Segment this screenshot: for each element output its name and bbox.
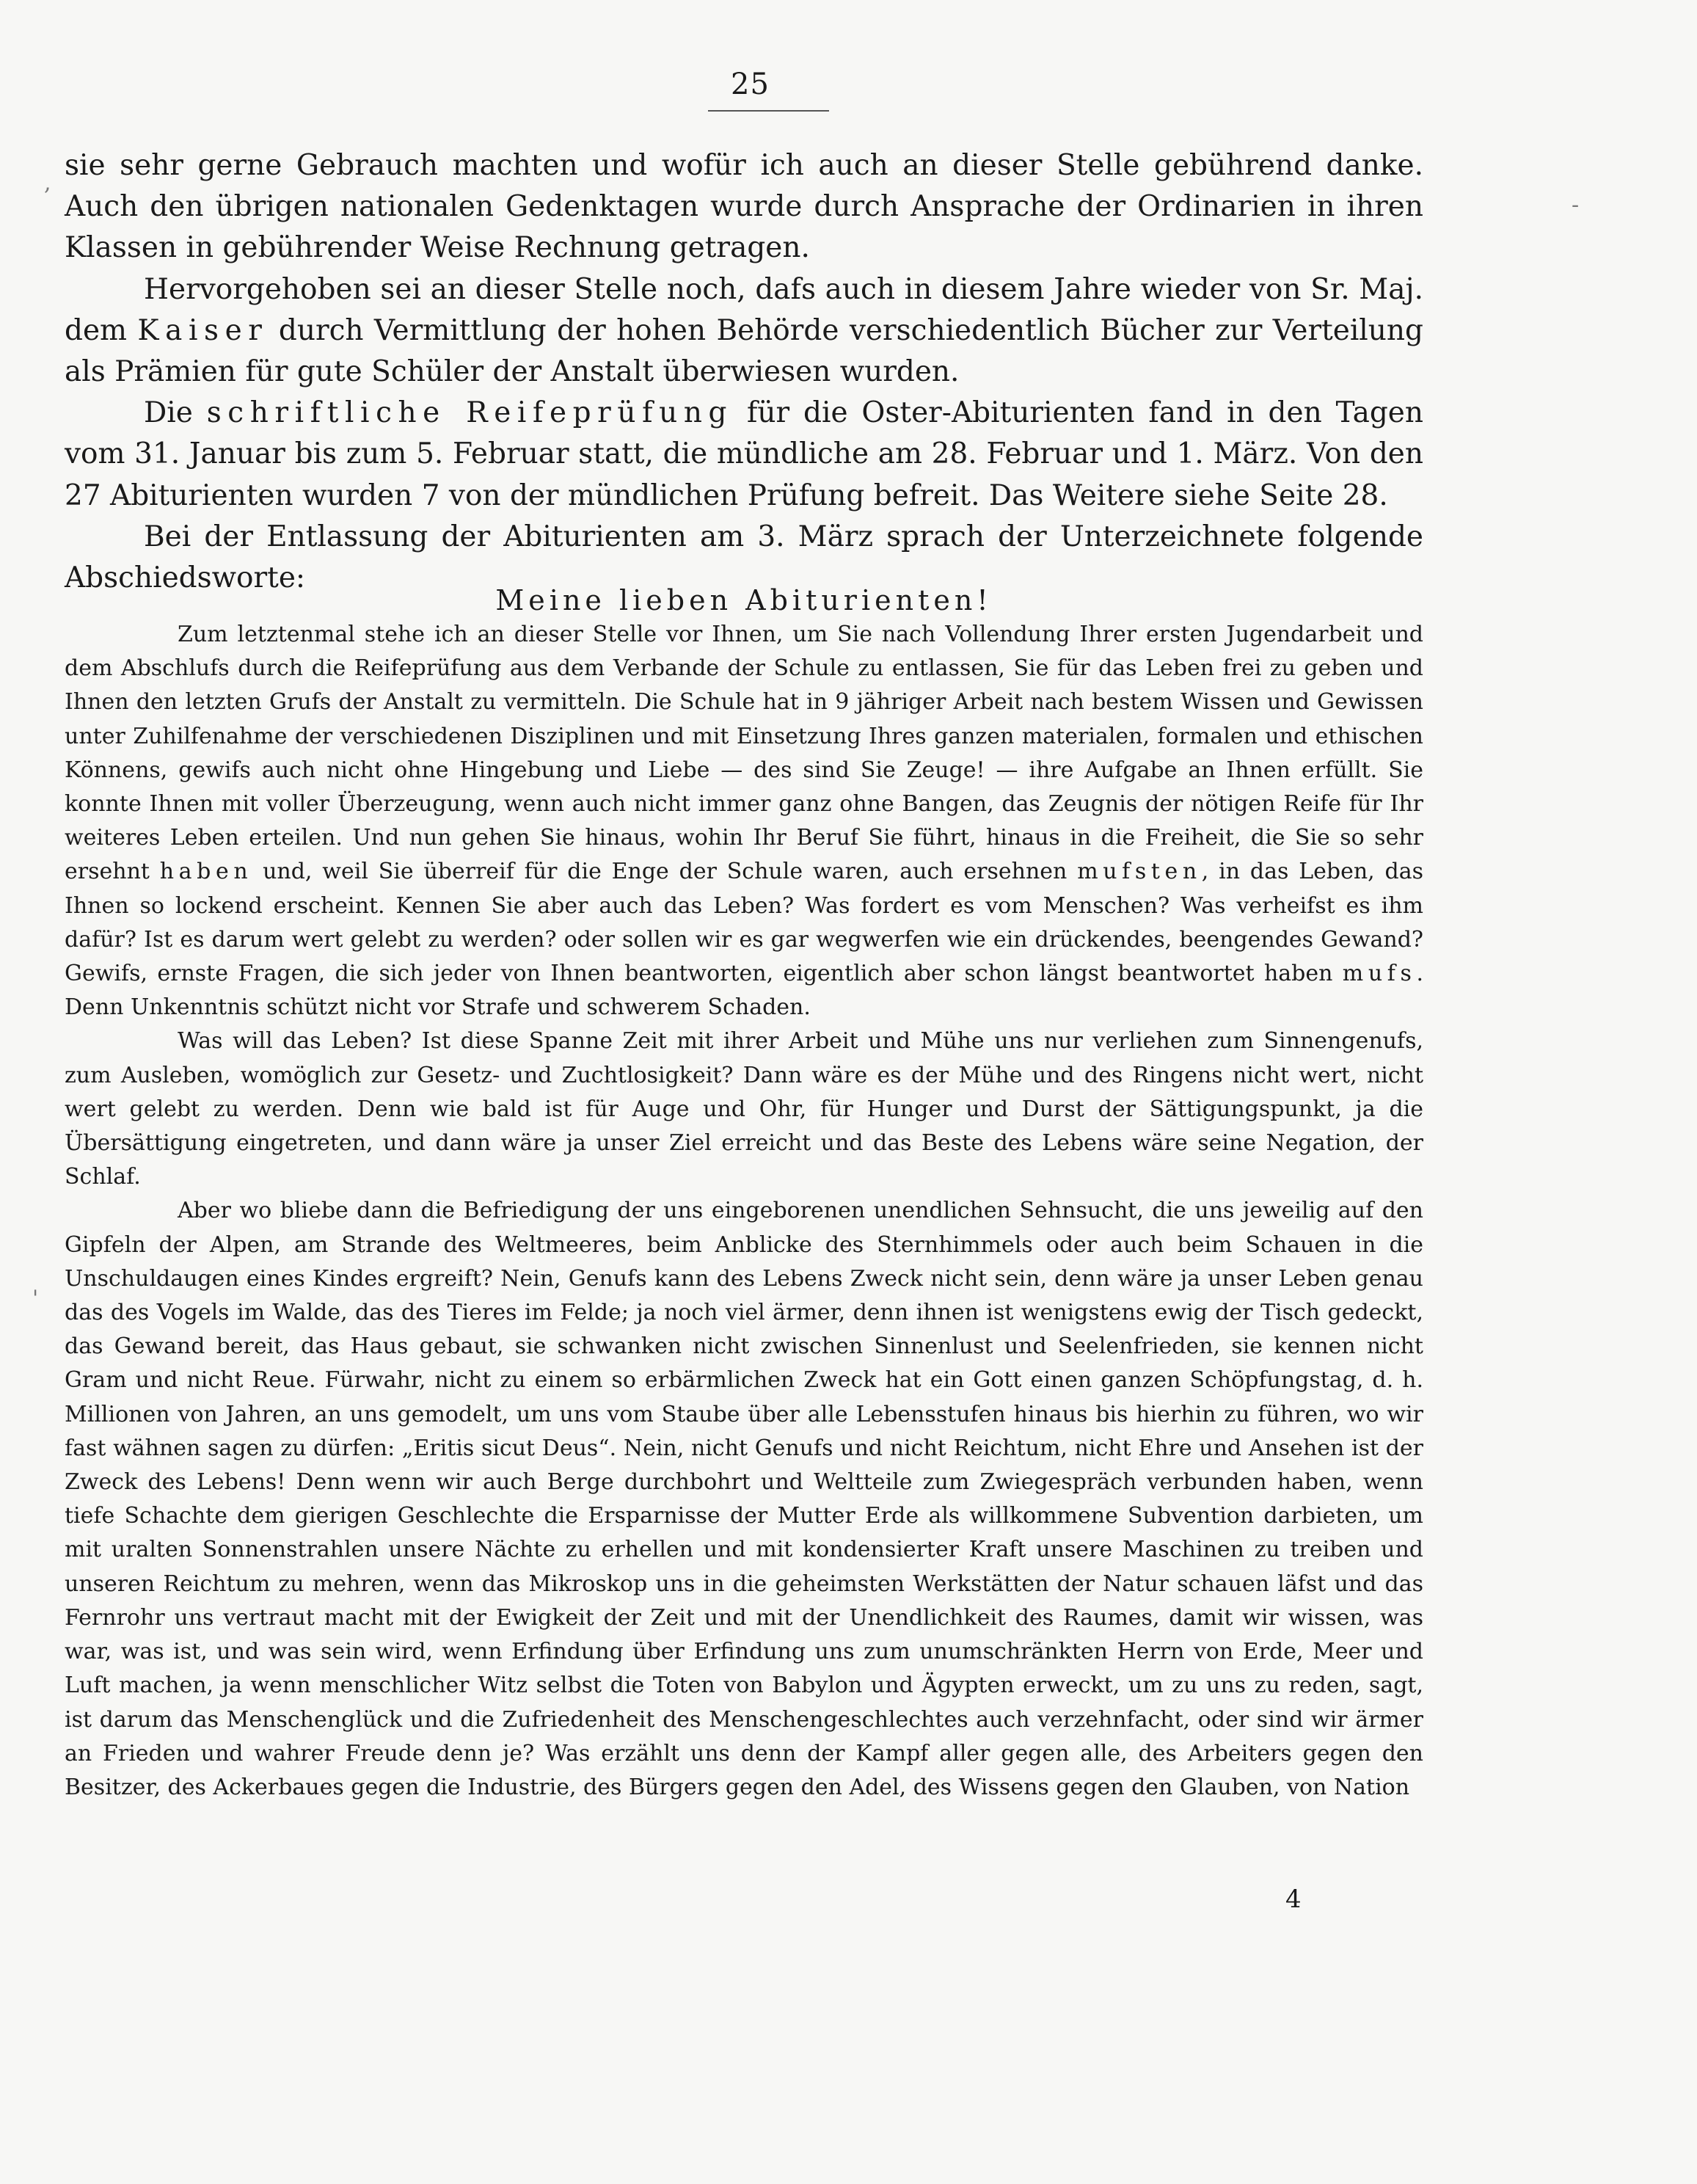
emphasis-haben: haben [159, 859, 253, 885]
intro-text: für die Oster-Abiturienten fand in den Tagen vom 31. Januar bis zum 5. Februar statt, die mündliche am 28. Februar und 1. März. Von den 27 Abiturienten wurden 7 von der mündlichen Prüfung befreit. Das Weitere siehe Seite 28. [65, 396, 1423, 512]
speech-paragraph: Aber wo bliebe dann die Befriedigung der uns eingeborenen unendlichen Sehnsucht, die uns jeweilig auf den Gipfeln der Alpen, am Strande des Weltmeeres, beim Anblicke des Sternhimmels oder auch beim Schauen in die Unschuldaugen eines Kindes ergreift? Nein, Genufs kann des Lebens Zweck nicht sein, denn wäre ja unser Leben genau das des Vogels im Walde, das des Tieres im Felde; ja noch viel ärmer, denn ihnen ist wenigstens ewig der Tisch gedeckt, das Gewand bereit, das Haus gebaut, sie schwanken nicht zwischen Sinnenlust und Seelenfrieden, sie kennen nicht Gram und nicht Reue. Fürwahr, nicht zu einem so erbärmlichen Zweck hat ein Gott einen ganzen Schöpfungstag, d. h. Millionen von Jahren, an uns gemodelt, um uns vom Staube über alle Lebensstufen hinaus bis hierhin zu führen, wo wir fast wähnen sagen zu dürfen: „Eritis sicut Deus“. Nein, nicht Genufs und nicht Reichtum, nicht Ehre und Ansehen ist der Zweck des Lebens! Denn wenn wir auch Berge durchbohrt und Weltteile zum Zwiegespräch verbunden haben, wenn tiefe Schachte dem gierigen Geschlechte die Ersparnisse der Mutter Erde als willkommene Subvention darbieten, um mit uralten Sonnenstrahlen unsere Nächte zu erhellen und mit kondensierter Kraft unsere Maschinen zu treiben und unseren Reichtum zu mehren, wenn das Mikroskop uns in die geheimsten Werkstätten der Natur schauen läfst und das Fernrohr uns vertraut macht mit der Ewigkeit der Zeit und mit der Unendlichkeit des Raumes, damit wir wissen, was war, was ist, und was sein wird, wenn Erfindung über Erfindung uns zum unumschränkten Herrn von Erde, Meer und Luft machen, ja wenn menschlicher Witz selbst die Toten von Babylon und Ägypten erweckt, um zu uns zu reden, sagt, ist darum das Menschenglück und die Zufriedenheit des Menschengeschlechtes auch verzehnfacht, oder sind wir ärmer an Frieden und wahrer Freude denn je? Was erzählt uns denn der Kampf aller gegen alle, des Arbeiters gegen den Besitzer, des Ackerbaues gegen die Industrie, des Bürgers gegen den Adel, des Wissens gegen den Glauben, von Nation [65, 1198, 1423, 1800]
header-rule [708, 110, 829, 112]
emphasis-mussten: mufsten [1077, 859, 1202, 885]
emphasis-reifepruefung: schriftliche Reifeprüfung [206, 396, 734, 430]
margin-mark: , [44, 170, 51, 196]
intro-paragraph: sie sehr gerne Gebrauch machten und wofür ich auch an dieser Stelle gebührend danke. Auch den übrigen nationalen Gedenktagen wurde durch Ansprache der Ordinarien in ihren Klassen in gebührender Weise Rechnung getragen. [65, 149, 1423, 265]
intro-block [65, 145, 1423, 599]
margin-mark: - [1572, 192, 1580, 218]
intro-text: durch Vermittlung der hohen Behörde verschiedentlich Bücher zur Verteilung als Prämien für gute Schüler der Anstalt überwiesen wurden. [65, 313, 1423, 389]
intro-text: Hervorgehoben sei an dieser Stelle noch, dafs auch in diesem Jahre wieder von Sr. Maj. dem [65, 272, 1423, 347]
speech-paragraph: Was will das Leben? Ist diese Spanne Zeit mit ihrer Arbeit und Mühe uns nur verliehen zum Sinnengenufs, zum Ausleben, womöglich zur Gesetz- und Zuchtlosigkeit? Dann wäre es der Mühe und des Ringens nicht wert, nicht wert gelebt zu werden. Denn wie bald ist für Auge und Ohr, für Hunger und Durst der Sättigungspunkt, ja die Übersättigung eingetreten, und dann wäre ja unser Ziel erreicht und das Beste des Lebens wäre seine Negation, der Schlaf. [65, 1028, 1423, 1190]
speech-text: Zum letztenmal stehe ich an dieser Stelle vor Ihnen, um Sie nach Vollendung Ihrer ersten Jugendarbeit und dem Abschlufs durch die Reifeprüfung aus dem Verbande der Schule zu entlassen, Sie für das Leben frei zu geben und Ihnen den letzten Grufs der Anstalt zu vermitteln. Die Schule hat in 9 jähriger Arbeit nach bestem Wissen und Gewissen unter Zuhilfenahme der verschiedenen Disziplinen und mit Einsetzung Ihres ganzen materialen, formalen und ethischen Könnens, gewifs auch nicht ohne Hingebung und Liebe — des sind Sie Zeuge! — ihre Aufgabe an Ihnen erfüllt. Sie konnte Ihnen mit voller Überzeugung, wenn auch nicht immer ganz ohne Bangen, das Zeugnis der nötigen Reife für Ihr weiteres Leben erteilen. Und nun gehen Sie hinaus, wohin Ihr Beruf Sie führt, hinaus in die Freiheit, die Sie so sehr ersehnt [65, 622, 1423, 885]
intro-text: Die [144, 396, 207, 430]
speech-salutation: Meine lieben Abiturienten! [495, 584, 993, 616]
emphasis-kaiser: Kaiser [137, 313, 269, 347]
speech-text: . Denn Unkenntnis schützt nicht vor Strafe und schwerem Schaden. [65, 961, 1423, 1021]
speech-text: und, weil Sie überreif für die Enge der Schule waren, auch ersehnen [252, 859, 1078, 885]
intro-paragraph [65, 269, 1423, 393]
signature-mark: 4 [1285, 1885, 1302, 1914]
page-number: 25 [731, 68, 770, 101]
intro-paragraph [65, 393, 1423, 517]
speech-text: , in das Leben, das Ihnen so lockend erscheint. Kennen Sie aber auch das Leben? Was fordert es vom Menschen? Was verheifst es ihm dafür? Ist es darum wert gelebt zu werden? oder sollen wir es gar wegwerfen wie ein drückendes, beengendes Gewand? Gewifs, ernste Fragen, die sich jeder von Ihnen beantworten, eigentlich aber schon längst beantwortet haben [65, 859, 1423, 987]
speech-block [65, 618, 1423, 1805]
speech-paragraph [65, 618, 1423, 1024]
emphasis-muss: mufs [1342, 961, 1417, 987]
intro-paragraph: Bei der Entlassung der Abiturienten am 3. März sprach der Unterzeichnete folgende Abschiedsworte: [65, 520, 1423, 595]
margin-mark: ' [32, 1286, 39, 1311]
